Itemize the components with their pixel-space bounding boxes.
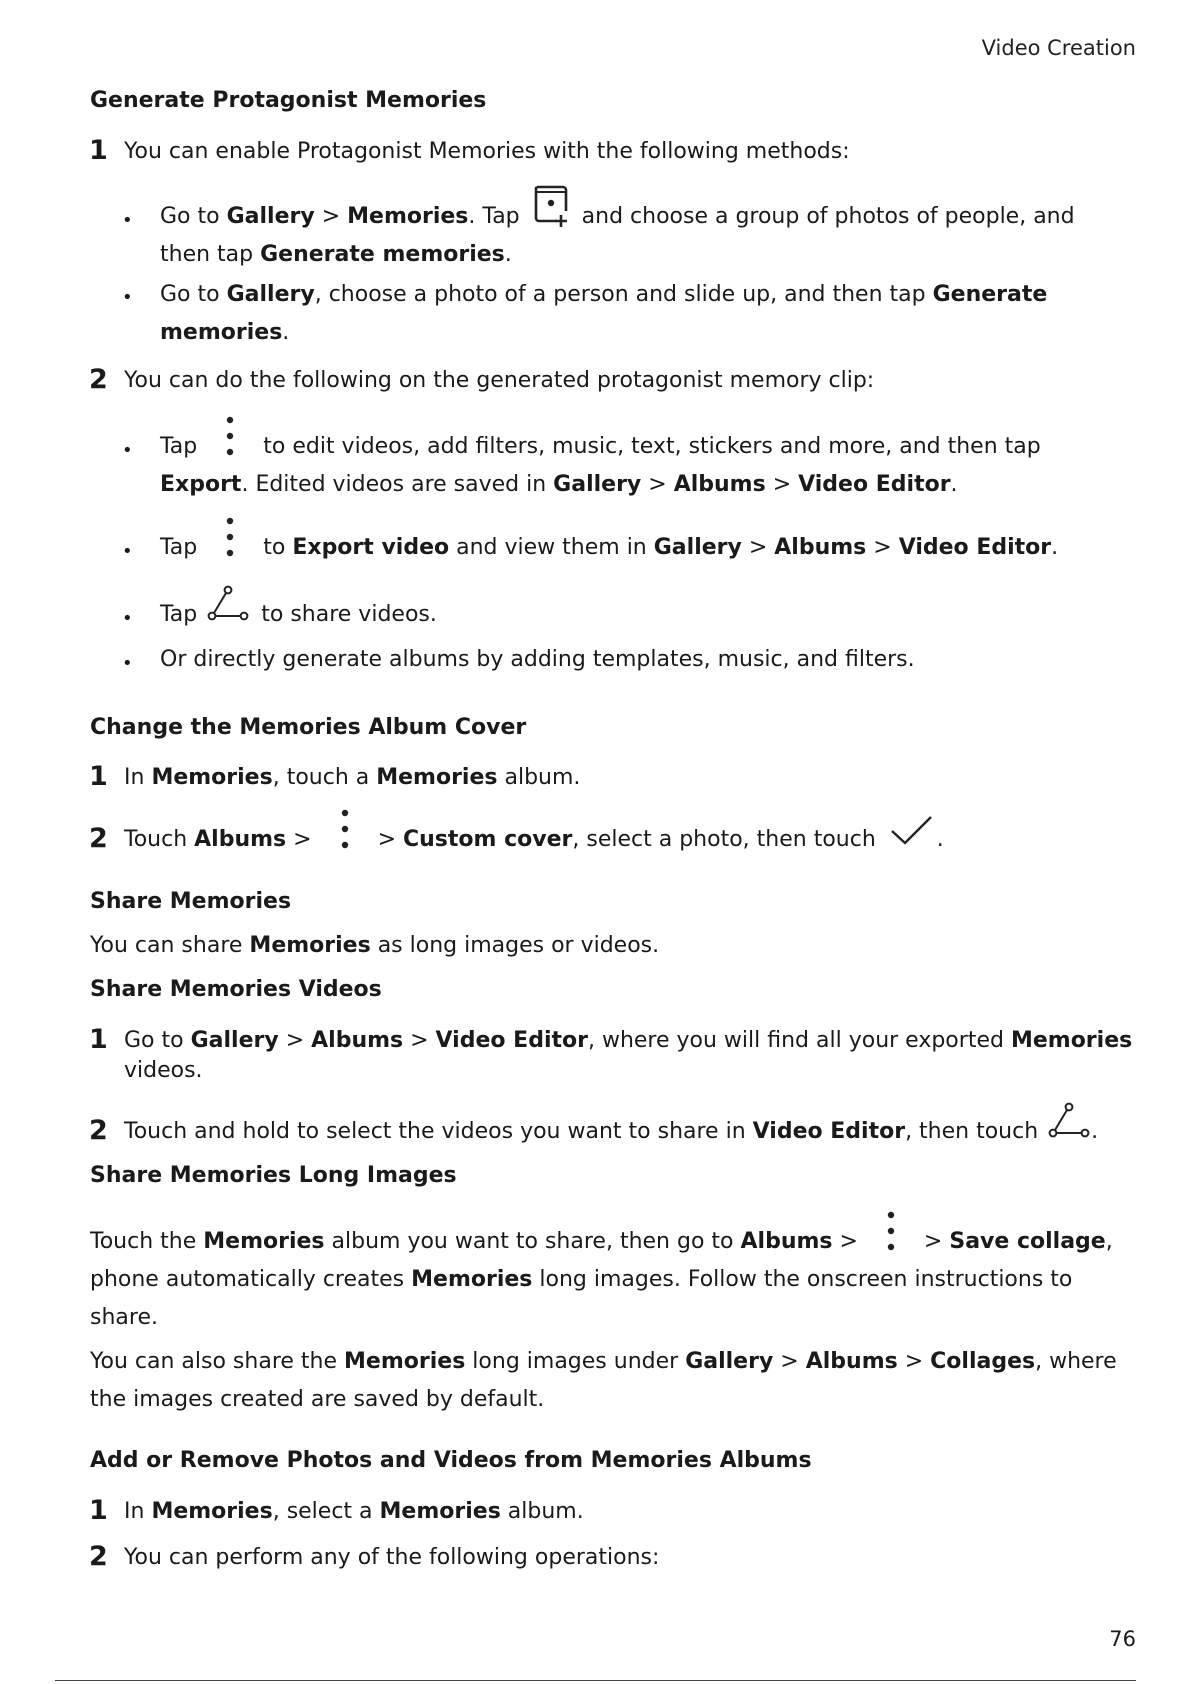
more-icon	[208, 515, 252, 559]
footer-divider	[55, 1680, 1136, 1681]
step-number: 2	[89, 1115, 108, 1146]
bullet: •	[122, 541, 133, 562]
heading-share-memories-videos: Share Memories Videos	[90, 977, 382, 1002]
bullet-text: Or directly generate albums by adding templates, music, and filters.	[160, 647, 915, 672]
step-text: In Memories, select a Memories album.	[124, 1499, 584, 1524]
step-number: 2	[89, 823, 108, 854]
step-number: 1	[89, 761, 108, 792]
step-text: Touch Albums > > Custom cover, select a photo, then touch .	[124, 826, 944, 854]
paragraph-continued: phone automatically creates Memories long images. Follow the onscreen instructions to	[90, 1267, 1073, 1292]
step-text: Touch and hold to select the videos you want to share in Video Editor, then touch .	[124, 1118, 1098, 1146]
bullet-text-continued: memories.	[160, 320, 290, 345]
bullet-text-continued: then tap Generate memories.	[160, 242, 512, 267]
checkmark-icon	[889, 813, 935, 849]
paragraph-continued: share.	[90, 1305, 158, 1330]
bullet: •	[122, 440, 133, 461]
step-number: 1	[89, 1495, 108, 1526]
step-text: You can enable Protagonist Memories with the following methods:	[124, 139, 850, 164]
bullet-text: Go to Gallery, choose a photo of a person and slide up, and then tap Generate	[160, 282, 1048, 307]
heading-add-remove: Add or Remove Photos and Videos from Memories Albums	[90, 1448, 812, 1473]
bullet-text: Tap to Export video and view them in Gallery > Albums > Video Editor.	[160, 534, 1058, 562]
bullet: •	[122, 287, 133, 308]
paragraph: You can also share the Memories long images under Gallery > Albums > Collages, where	[90, 1349, 1117, 1374]
more-icon	[208, 414, 252, 458]
more-icon	[869, 1209, 913, 1253]
heading-share-memories: Share Memories	[90, 889, 292, 914]
heading-share-long-images: Share Memories Long Images	[90, 1163, 457, 1188]
step-text: In Memories, touch a Memories album.	[124, 765, 581, 790]
step-text: You can do the following on the generated protagonist memory clip:	[124, 368, 875, 393]
bullet-text: Go to Gallery > Memories. Tap and choose a group of photos of people, and	[160, 203, 1075, 231]
heading-generate-protagonist-memories: Generate Protagonist Memories	[90, 88, 487, 113]
step-number: 1	[89, 1024, 108, 1055]
paragraph-continued: the images created are saved by default.	[90, 1387, 545, 1412]
more-icon	[323, 807, 367, 851]
bullet-text: Tap to edit videos, add filters, music, text, stickers and more, and then tap	[160, 433, 1041, 461]
step-text: Go to Gallery > Albums > Video Editor, where you will find all your exported Memories	[124, 1028, 1133, 1053]
share-icon	[1047, 1102, 1091, 1142]
bullet: •	[122, 608, 133, 629]
step-text: You can perform any of the following operations:	[124, 1545, 660, 1570]
share-icon	[206, 585, 250, 625]
bullet-text: Tap to share videos.	[160, 601, 437, 629]
bullet: •	[122, 653, 133, 674]
heading-change-cover: Change the Memories Album Cover	[90, 715, 527, 740]
step-number: 2	[89, 1541, 108, 1572]
paragraph: Touch the Memories album you want to share, then go to Albums > > Save collage,	[90, 1228, 1113, 1256]
step-text-continued: videos.	[124, 1058, 203, 1083]
add-memory-icon	[531, 183, 571, 229]
step-number: 1	[89, 135, 108, 166]
page-number: 76	[1109, 1627, 1136, 1651]
step-number: 2	[89, 364, 108, 395]
paragraph: You can share Memories as long images or videos.	[90, 933, 660, 958]
running-header: Video Creation	[981, 36, 1136, 60]
bullet: •	[122, 210, 133, 231]
bullet-text-continued: Export. Edited videos are saved in Gallery > Albums > Video Editor.	[160, 472, 958, 497]
